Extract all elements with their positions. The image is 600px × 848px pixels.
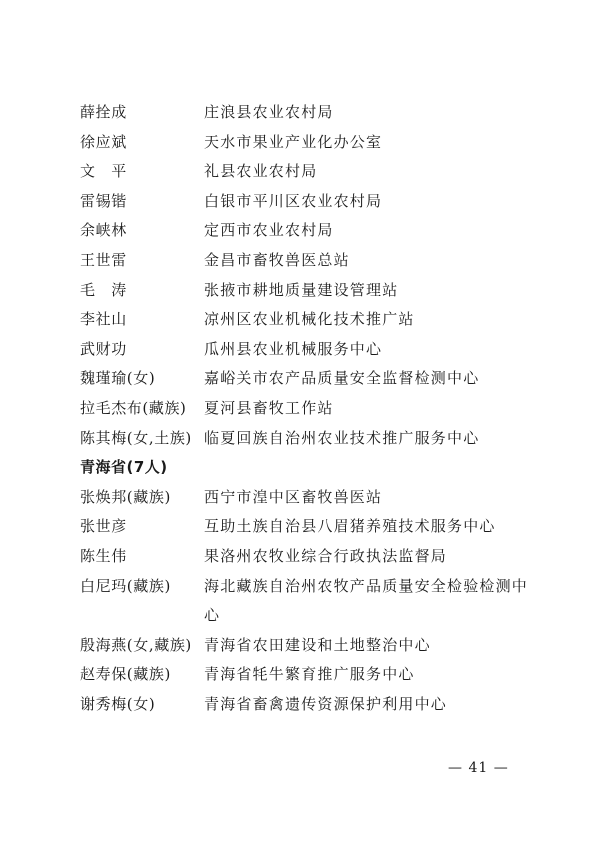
person-name: 陈其梅(女,土族) xyxy=(80,428,192,447)
list-item xyxy=(80,335,540,365)
list-item xyxy=(80,157,540,187)
work-unit: 青海省农田建设和土地整治中心 xyxy=(204,635,431,654)
work-unit: 互助土族自治县八眉猪养殖技术服务中心 xyxy=(204,517,496,536)
person-name: 徐应斌 xyxy=(80,132,127,151)
list-item xyxy=(80,394,540,424)
list-item xyxy=(80,305,540,335)
work-unit: 白银市平川区农业农村局 xyxy=(204,191,383,210)
page-number: — 41 — xyxy=(448,760,509,776)
list-item xyxy=(80,542,540,572)
work-unit: 果洛州农牧业综合行政执法监督局 xyxy=(204,546,448,565)
list-item xyxy=(80,246,540,276)
person-name: 余峡林 xyxy=(80,221,127,240)
person-name: 殷海燕(女,藏族) xyxy=(80,635,192,654)
person-name: 白尼玛(藏族) xyxy=(80,576,171,595)
person-name: 薛拴成 xyxy=(80,103,127,121)
list-item xyxy=(80,512,540,542)
person-name: 谢秀梅(女) xyxy=(80,694,156,713)
person-name: 雷锡锴 xyxy=(80,191,127,210)
list-item xyxy=(80,216,540,246)
list-item xyxy=(80,98,540,128)
list-item xyxy=(80,572,540,631)
work-unit: 礼县农业农村局 xyxy=(204,162,318,181)
work-unit: 西宁市湟中区畜牧兽医站 xyxy=(204,487,383,506)
work-unit: 天水市果业产业化办公室 xyxy=(204,132,383,151)
work-unit: 青海省牦牛繁育推广服务中心 xyxy=(204,665,415,684)
work-unit: 嘉峪关市农产品质量安全监督检测中心 xyxy=(204,369,480,388)
work-unit: 定西市农业农村局 xyxy=(204,221,334,240)
person-name: 魏瑾瑜(女) xyxy=(80,369,156,388)
person-name: 张焕邦(藏族) xyxy=(80,487,171,506)
work-unit: 夏河县畜牧工作站 xyxy=(204,398,334,417)
person-name: 武财功 xyxy=(80,339,127,358)
work-unit: 庄浪县农业农村局 xyxy=(204,103,334,121)
person-name: 李社山 xyxy=(80,310,127,329)
list-item xyxy=(80,424,540,454)
work-unit: 张掖市耕地质量建设管理站 xyxy=(204,280,399,299)
work-unit: 凉州区农业机械化技术推广站 xyxy=(204,310,415,329)
list-item xyxy=(80,690,540,720)
person-name: 文 平 xyxy=(80,162,127,181)
list-item xyxy=(80,631,540,661)
person-name: 王世雷 xyxy=(80,250,127,269)
section-heading-qinghai: 青海省(7人) xyxy=(80,458,168,477)
list-item xyxy=(80,128,540,158)
work-unit: 青海省畜禽遗传资源保护利用中心 xyxy=(204,694,448,713)
person-name: 赵寿保(藏族) xyxy=(80,665,171,684)
list-item xyxy=(80,483,540,513)
work-unit: 金昌市畜牧兽医总站 xyxy=(204,250,350,269)
list-item xyxy=(80,660,540,690)
person-name: 陈生伟 xyxy=(80,546,127,565)
person-name: 毛 涛 xyxy=(80,280,127,299)
award-list xyxy=(80,98,540,719)
work-unit: 海北藏族自治州农牧产品质量安全检验检测中心 xyxy=(204,576,529,625)
person-name: 张世彦 xyxy=(80,517,127,536)
work-unit: 瓜州县农业机械服务中心 xyxy=(204,339,383,358)
person-name: 拉毛杰布(藏族) xyxy=(80,398,187,417)
work-unit: 临夏回族自治州农业技术推广服务中心 xyxy=(204,428,480,447)
list-item xyxy=(80,364,540,394)
list-item xyxy=(80,187,540,217)
list-item xyxy=(80,276,540,306)
